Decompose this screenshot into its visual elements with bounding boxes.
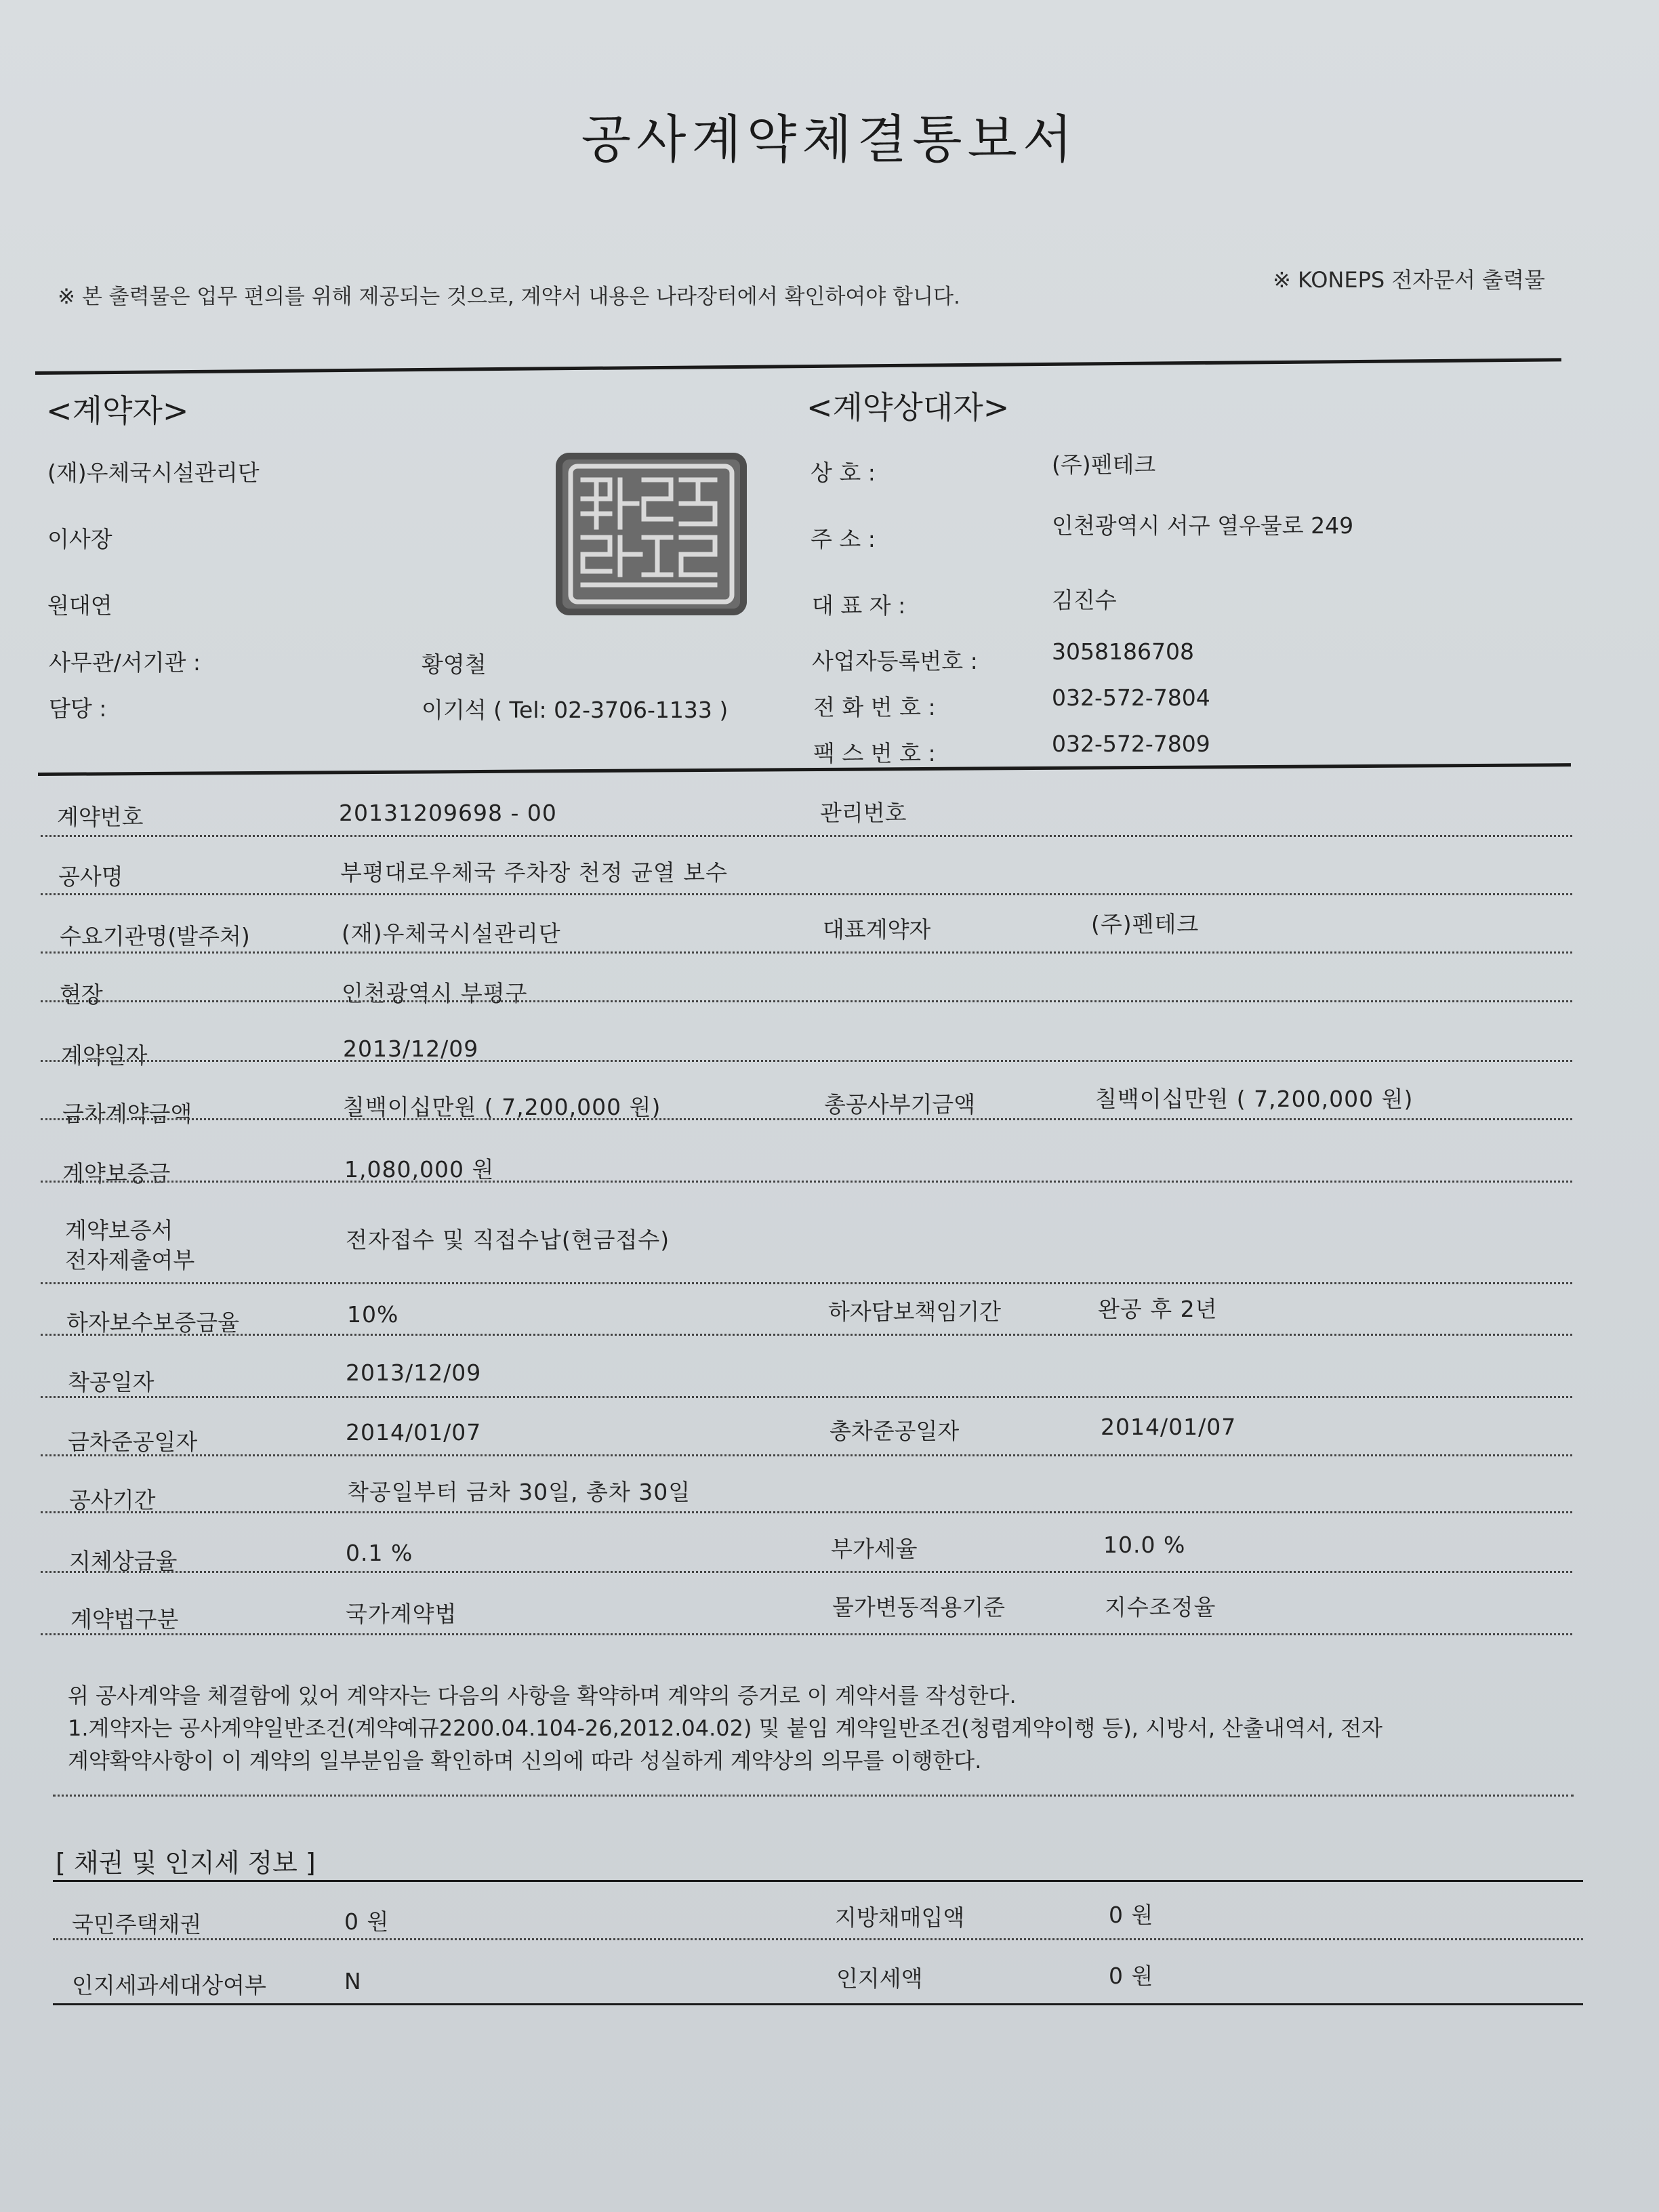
row-divider [53, 1795, 1574, 1797]
statement-line: 계약확약사항이 이 계약의 일부분임을 확인하며 신의에 따라 성실하게 계약상의 의무를 이행한다. [68, 1748, 982, 1774]
contract-no-label: 계약번호 [57, 804, 144, 830]
notice-text: ※ 본 출력물은 업무 편의를 위해 제공되는 것으로, 계약서 내용은 나라장터에서 확인하여야 합니다. [58, 285, 960, 309]
representative-value: 김진수 [1052, 587, 1117, 613]
vat-rate-label: 부가세율 [831, 1536, 918, 1562]
row-divider [41, 1454, 1572, 1456]
start-date-value: 2013/12/09 [346, 1359, 482, 1386]
row-divider [41, 1571, 1572, 1573]
price-basis-value: 지수조정율 [1105, 1594, 1216, 1620]
law-value: 국가계약법 [346, 1601, 457, 1627]
completion-this-label: 금차준공일자 [68, 1429, 198, 1455]
mgmt-no-label: 관리번호 [820, 800, 907, 826]
amount-total-value: 칠백이십만원 ( 7,200,000 원) [1095, 1086, 1414, 1112]
completion-total-value: 2014/01/07 [1101, 1414, 1237, 1440]
company-value: (주)펜테크 [1052, 451, 1156, 478]
statement-line: 1.계약자는 공사계약일반조건(계약예규2200.04.104-26,2012.04.02) 및 붙임 계약일반조건(청렴계약이행 등), 시방서, 산출내역서, 전자 [68, 1715, 1382, 1741]
row-divider [41, 1396, 1572, 1398]
start-date-label: 착공일자 [68, 1369, 155, 1395]
project-value: 부평대로우체국 주차장 천정 균열 보수 [340, 859, 729, 886]
row-divider [41, 893, 1572, 895]
defect-period-value: 완공 후 2년 [1098, 1296, 1218, 1322]
amount-this-value: 칠백이십만원 ( 7,200,000 원) [343, 1094, 661, 1120]
contractor-org: (재)우체국시설관리단 [47, 459, 260, 486]
period-label: 공사기간 [69, 1487, 156, 1513]
vat-rate-value: 10.0 % [1103, 1532, 1186, 1558]
parties-divider [38, 763, 1571, 776]
seal-glyph-pattern [556, 453, 747, 615]
contract-date-value: 2013/12/09 [343, 1036, 479, 1062]
document-title: 공사계약체결통보서 [581, 109, 1078, 169]
secretary-value: 황영철 [422, 651, 487, 678]
client-value: (재)우체국시설관리단 [342, 920, 561, 947]
business-reg-label: 사업자등록번호 : [812, 648, 978, 674]
local-bond-value: 0 원 [1109, 1902, 1154, 1928]
fax-value: 032-572-7809 [1052, 731, 1210, 757]
rep-contractor-value: (주)펜테크 [1091, 911, 1200, 937]
address-label: 주 소 : [811, 526, 876, 552]
guarantee-value: 전자접수 및 직접수납(현금접수) [346, 1227, 670, 1253]
address-value: 인천광역시 서구 열우물로 249 [1052, 512, 1354, 539]
bond-divider-top [53, 1880, 1583, 1882]
counterparty-heading: <계약상대자> [806, 389, 1010, 426]
row-divider [41, 1060, 1572, 1062]
guarantee-label-2: 전자제출여부 [65, 1247, 195, 1273]
period-value: 착공일부터 금차 30일, 총차 30일 [347, 1479, 691, 1505]
delay-rate-label: 지체상금율 [69, 1548, 178, 1574]
row-divider [41, 1118, 1572, 1120]
defect-rate-label: 하자보수보증금율 [66, 1309, 240, 1336]
company-label: 상 호 : [811, 459, 876, 486]
price-basis-label: 물가변동적용기준 [832, 1594, 1006, 1620]
defect-rate-value: 10% [347, 1301, 399, 1328]
amount-total-label: 총공사부기금액 [824, 1091, 976, 1118]
law-label: 계약법구분 [70, 1606, 179, 1633]
housing-bond-label: 국민주택채권 [72, 1911, 202, 1938]
completion-total-label: 총차준공일자 [830, 1418, 960, 1444]
row-divider [41, 1334, 1572, 1336]
manager-label: 담당 : [49, 695, 107, 722]
business-reg-value: 3058186708 [1052, 638, 1194, 665]
row-divider [41, 835, 1572, 837]
fax-label: 팩 스 번 호 : [813, 740, 936, 766]
completion-this-value: 2014/01/07 [346, 1419, 482, 1446]
stamp-amount-value: 0 원 [1109, 1963, 1154, 1989]
representative-label: 대 표 자 : [812, 592, 906, 619]
delay-rate-value: 0.1 % [346, 1540, 413, 1566]
contractor-name: 원대연 [47, 592, 112, 619]
header-divider [35, 358, 1561, 375]
deposit-value: 1,080,000 원 [344, 1156, 495, 1183]
bond-divider-bottom [53, 2003, 1583, 2005]
statement-line: 위 공사계약을 체결함에 있어 계약자는 다음의 사항을 확약하며 계약의 증거로 이 계약서를 작성한다. [68, 1683, 1017, 1708]
phone-label: 전 화 번 호 : [813, 694, 936, 720]
bond-heading: [ 채권 및 인지세 정보 ] [56, 1848, 316, 1878]
stamp-amount-label: 인지세액 [836, 1965, 923, 1992]
phone-value: 032-572-7804 [1052, 684, 1210, 711]
official-seal-stamp [556, 453, 747, 615]
client-label: 수요기관명(발주처) [60, 923, 250, 949]
contract-statement [68, 1679, 1559, 1777]
row-divider [41, 1511, 1572, 1513]
site-label: 현장 [60, 981, 103, 1008]
stamp-target-label: 인지세과세대상여부 [72, 1972, 266, 1999]
guarantee-label-1: 계약보증서 [65, 1217, 173, 1244]
contractor-position: 이사장 [47, 526, 112, 552]
row-divider [41, 1282, 1572, 1284]
project-label: 공사명 [58, 863, 123, 890]
amount-this-label: 금차계약금액 [62, 1101, 192, 1127]
contract-date-label: 계약일자 [61, 1042, 148, 1069]
row-divider [41, 1000, 1572, 1002]
local-bond-label: 지방채매입액 [835, 1904, 965, 1931]
secretary-label: 사무관/서기관 : [49, 649, 201, 676]
site-value: 인천광역시 부평구 [342, 980, 528, 1006]
manager-value: 이기석 ( Tel: 02-3706-1133 ) [422, 697, 729, 723]
stamp-target-value: N [344, 1968, 362, 1994]
housing-bond-value: 0 원 [344, 1908, 390, 1935]
contractor-heading: <계약자> [46, 392, 189, 429]
row-divider [53, 1938, 1583, 1940]
rep-contractor-label: 대표계약자 [823, 916, 931, 943]
defect-period-label: 하자담보책임기간 [828, 1298, 1002, 1325]
row-divider [41, 951, 1572, 954]
row-divider [41, 1633, 1572, 1635]
koneps-label: ※ KONEPS 전자문서 출력물 [1273, 267, 1545, 293]
row-divider [41, 1181, 1572, 1183]
contract-no-value: 20131209698 - 00 [339, 800, 557, 826]
deposit-label: 계약보증금 [62, 1160, 171, 1187]
